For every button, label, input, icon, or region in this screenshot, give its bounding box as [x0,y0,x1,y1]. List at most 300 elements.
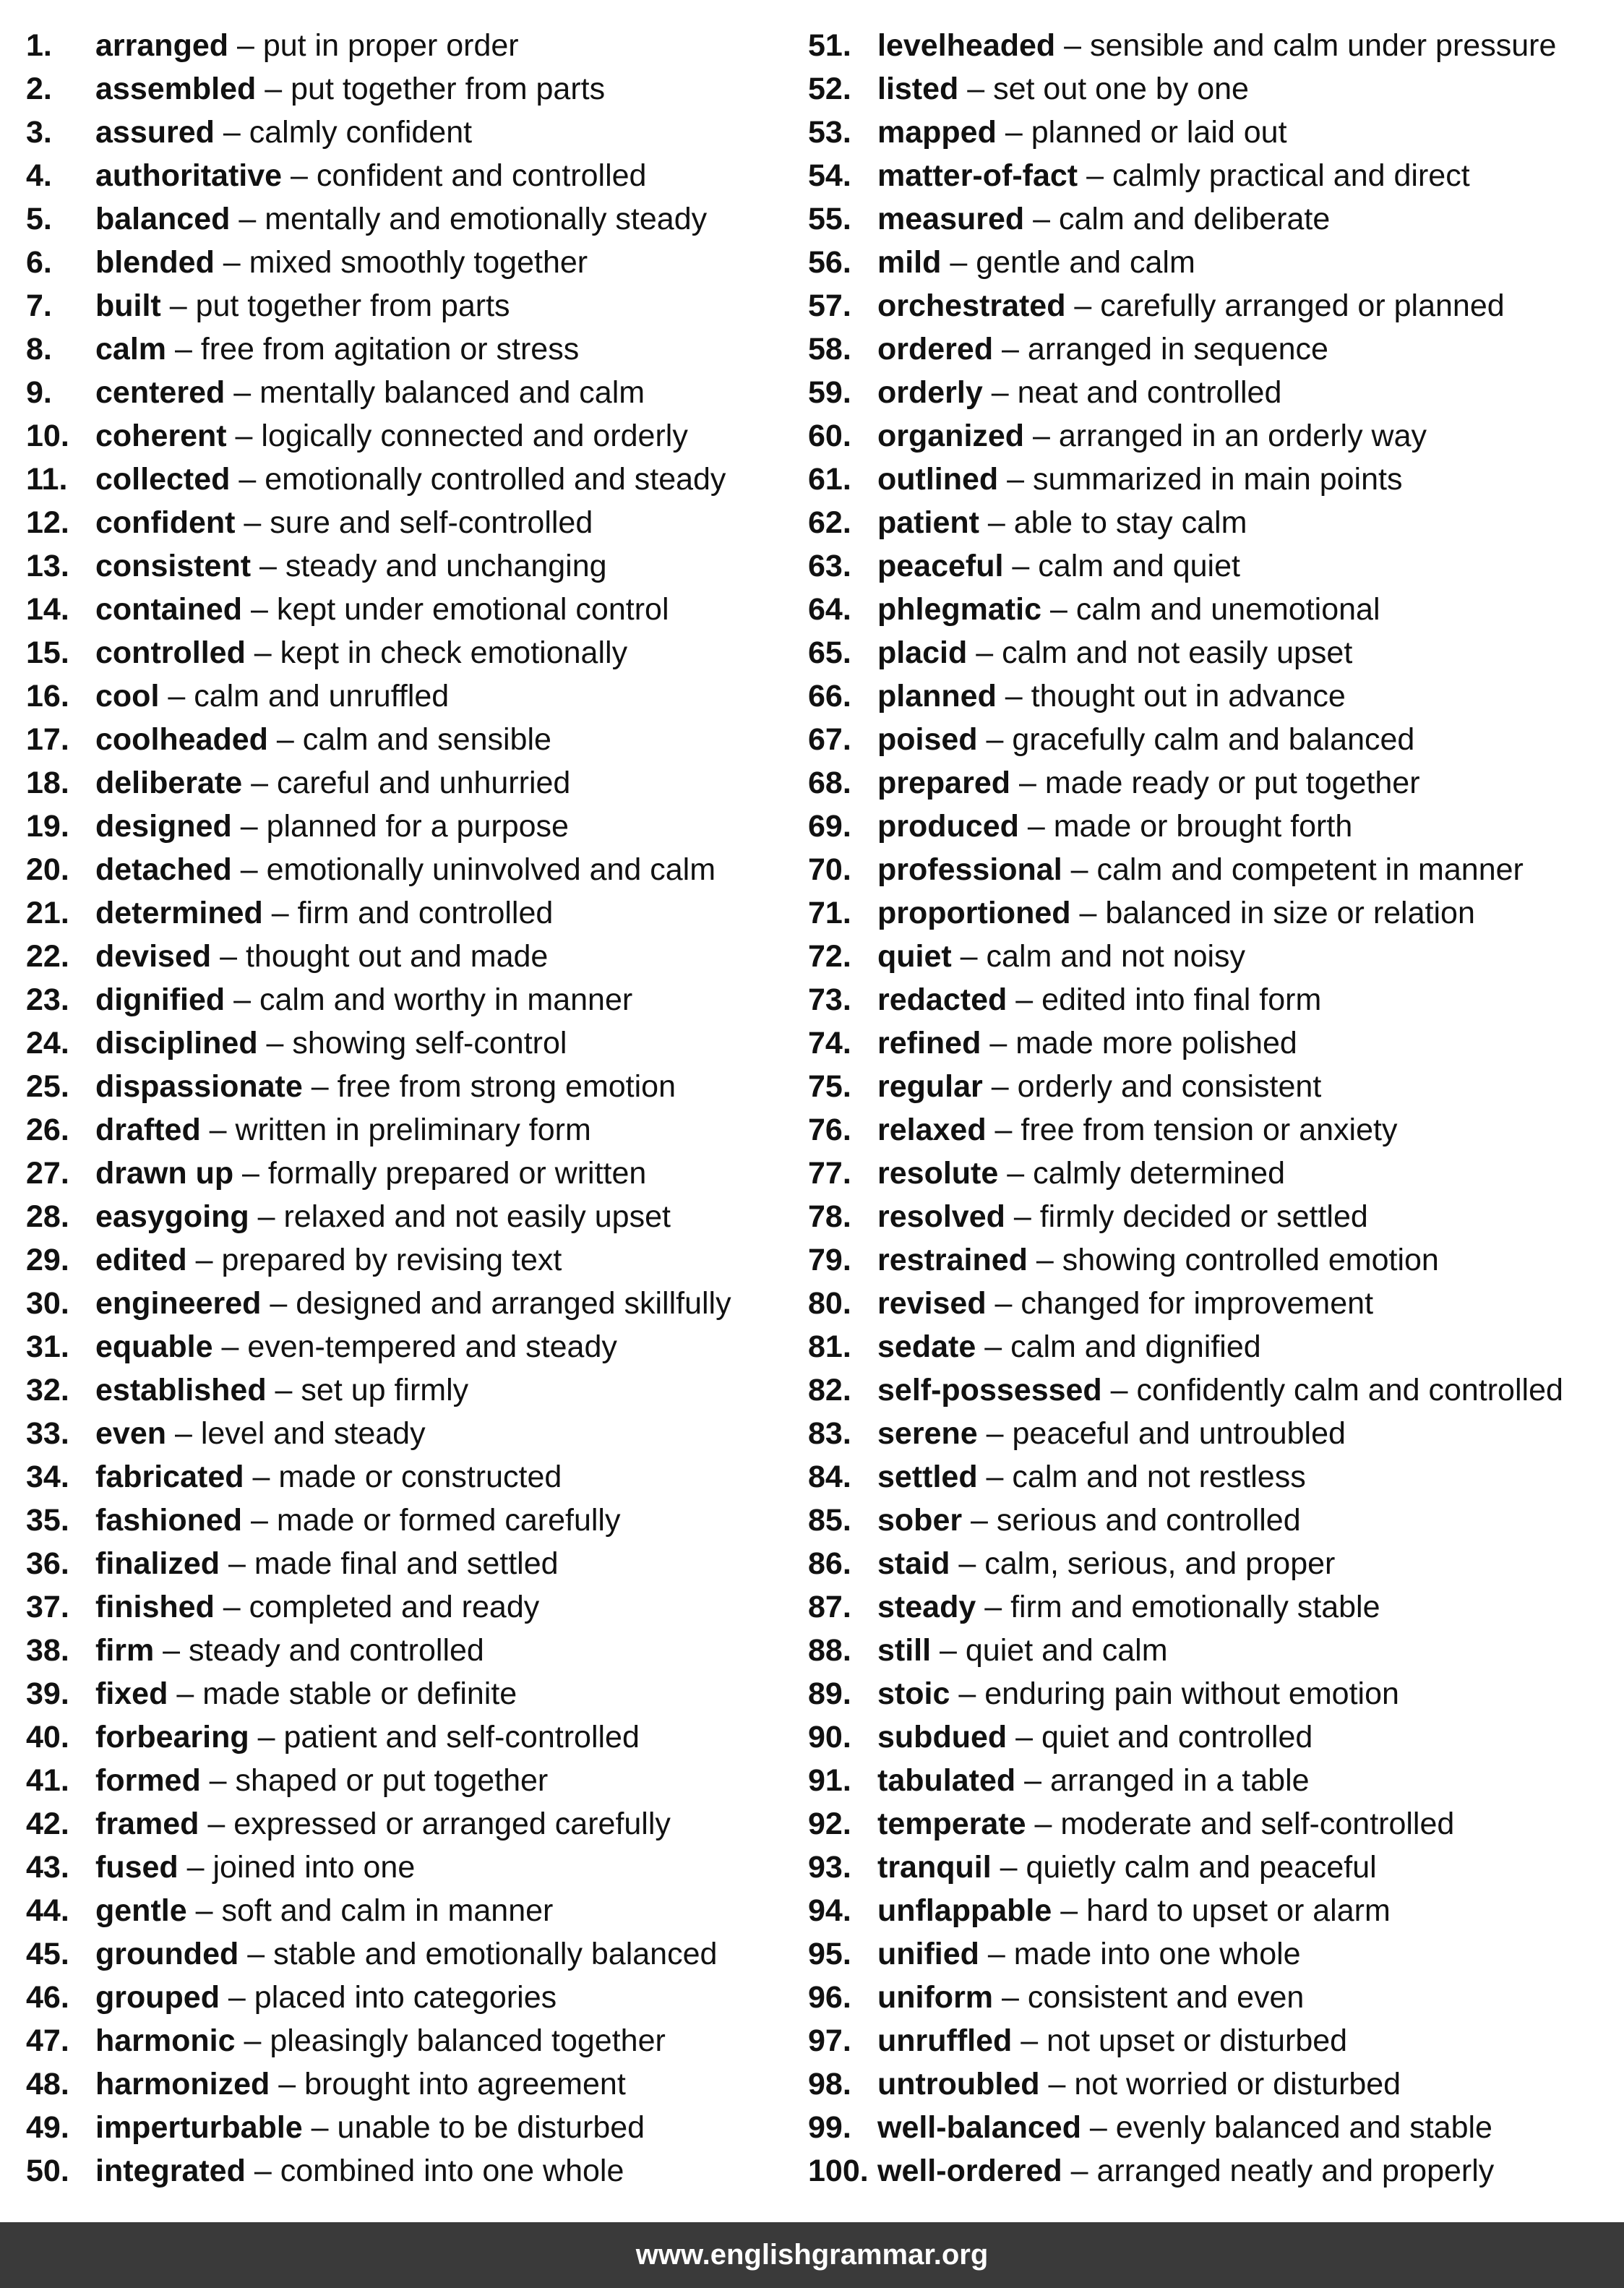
entry-definition: not worried or disturbed [1074,2067,1401,2101]
entry-number: 54. [808,158,851,193]
list-item [808,1021,1621,1065]
entry-word: sober [877,1503,963,1538]
footer-url[interactable]: www.englishgrammar.org [635,2239,989,2271]
entry-text [95,891,553,935]
entry-text [95,414,688,458]
entry-word: grouped [95,1980,220,2015]
list-item [26,1976,792,2019]
entry-word: sedate [877,1329,976,1364]
entry-definition: combined into one whole [280,2154,624,2188]
entry-definition: calm, serious, and proper [984,1546,1336,1581]
entry-definition: able to stay calm [1013,505,1247,540]
entry-separator: – [214,115,249,150]
entry-word: planned [877,679,997,714]
entry-number: 70. [808,852,851,887]
entry-text [877,1368,1563,1412]
entry-definition: firm and emotionally stable [1010,1590,1380,1624]
list-item [26,1672,792,1715]
list-item [26,848,792,891]
entry-text [877,544,1240,588]
entry-number: 15. [26,635,69,670]
entry-separator: – [1010,766,1045,800]
entry-number: 68. [808,766,851,800]
entry-text [95,588,669,631]
entry-definition: consistent and even [1027,1980,1305,2015]
list-item [26,458,792,501]
entry-text [877,414,1427,458]
entry-definition: hard to upset or alarm [1086,1893,1391,1928]
entry-separator: – [1078,158,1112,193]
entry-word: unflappable [877,1893,1052,1928]
entry-text [877,1542,1335,1585]
entry-separator: – [200,1113,236,1147]
entry-separator: – [186,1243,222,1277]
entry-text [95,154,646,197]
entry-number: 63. [808,549,851,583]
entry-number: 94. [808,1893,851,1928]
entry-word: patient [877,505,979,540]
entry-word: established [95,1373,267,1407]
entry-definition: balanced in size or relation [1105,896,1475,930]
entry-definition: calm and dignified [1010,1329,1261,1364]
list-item [26,1889,792,1932]
entry-definition: pleasingly balanced together [270,2023,666,2058]
entry-word: framed [95,1807,199,1841]
entry-word: ordered [877,332,994,367]
entry-number: 87. [808,1590,851,1624]
entry-separator: – [979,1937,1014,1971]
entry-separator: – [1052,1893,1087,1928]
entry-word: authoritative [95,158,283,193]
entry-number: 7. [26,288,52,323]
entry-separator: – [1012,2023,1047,2058]
entry-separator: – [986,1113,1021,1147]
entry-text [877,1282,1373,1325]
list-item [26,1499,792,1542]
list-item [26,1412,792,1455]
entry-separator: – [302,1069,338,1104]
entry-text [877,1195,1368,1238]
list-item [808,2149,1621,2193]
entry-definition: made final and settled [254,1546,559,1581]
entry-number: 38. [26,1633,69,1668]
list-item [808,1238,1621,1282]
entry-number: 83. [808,1416,851,1451]
entry-number: 57. [808,288,851,323]
entry-word: detached [95,852,232,887]
entry-definition: mentally balanced and calm [259,375,645,410]
list-item [808,1108,1621,1152]
entry-text [95,1238,562,1282]
list-item [26,935,792,978]
entry-text [95,761,570,805]
entry-definition: emotionally controlled and steady [265,462,726,497]
entry-text [95,111,472,154]
entry-separator: – [976,1590,1011,1624]
entry-text [877,935,1245,978]
list-item [26,197,792,241]
entry-text [95,1846,415,1889]
entry-separator: – [998,1156,1034,1191]
list-item [26,2062,792,2106]
entry-number: 76. [808,1113,851,1147]
entry-word: stoic [877,1676,950,1711]
list-item [26,1585,792,1629]
entry-definition: calm and worthy in manner [259,982,633,1017]
entry-separator: – [950,1676,985,1711]
entry-definition: calmly confident [249,115,473,150]
entry-text [95,241,588,284]
entry-text [877,1455,1306,1499]
entry-number: 1. [26,28,52,63]
entry-definition: orderly and consistent [1017,1069,1322,1104]
entry-text [877,674,1346,718]
list-item [808,1065,1621,1108]
entry-word: outlined [877,462,999,497]
entry-word: centered [95,375,225,410]
entry-word: drawn up [95,1156,234,1191]
list-item [808,24,1621,67]
entry-text [95,2149,624,2193]
list-item [808,501,1621,544]
entry-number: 78. [808,1199,851,1234]
entry-word: placid [877,635,968,670]
entry-word: levelheaded [877,28,1056,63]
entry-definition: made stable or definite [202,1676,517,1711]
entry-text [95,1282,731,1325]
entry-text [877,1629,1168,1672]
entry-number: 24. [26,1026,69,1061]
entry-separator: – [958,72,994,106]
entry-number: 5. [26,202,52,236]
entry-separator: – [962,1503,997,1538]
entry-separator: – [991,1850,1026,1885]
entry-number: 39. [26,1676,69,1711]
entry-word: peaceful [877,549,1004,583]
entry-definition: gracefully calm and balanced [1012,722,1415,757]
list-item [26,1542,792,1585]
entry-number: 6. [26,245,52,280]
entry-number: 85. [808,1503,851,1538]
entry-separator: – [212,1329,248,1364]
entry-definition: arranged in sequence [1027,332,1328,367]
entry-separator: – [211,939,246,974]
entry-number: 40. [26,1720,69,1754]
entry-definition: planned or laid out [1031,115,1287,150]
entry-definition: calm and not noisy [986,939,1246,974]
entry-number: 42. [26,1807,69,1841]
entry-definition: prepared by revising text [221,1243,562,1277]
entry-text [877,1499,1301,1542]
entry-number: 55. [808,202,851,236]
entry-separator: – [1070,896,1106,930]
entry-word: integrated [95,2154,246,2188]
entry-definition: logically connected and orderly [261,419,688,453]
list-item [26,154,792,197]
entry-text [95,1715,640,1759]
entry-definition: level and steady [200,1416,426,1451]
entry-definition: peaceful and untroubled [1012,1416,1346,1451]
entry-text [95,1195,671,1238]
entry-definition: made or constructed [278,1460,562,1494]
entry-text [95,458,726,501]
list-item [26,1021,792,1065]
list-item [808,414,1621,458]
entry-number: 74. [808,1026,851,1061]
entry-definition: sensible and calm under pressure [1090,28,1557,63]
list-item [808,1976,1621,2019]
entry-text [95,631,627,674]
entry-word: contained [95,592,243,627]
entry-text [95,1455,562,1499]
entry-separator: – [226,419,262,453]
entry-word: orderly [877,375,983,410]
list-item [26,761,792,805]
list-item [26,2149,792,2193]
entry-text [95,1325,617,1368]
entry-text [877,241,1195,284]
entry-number: 20. [26,852,69,887]
entry-definition: firmly decided or settled [1039,1199,1368,1234]
entry-text [877,197,1330,241]
entry-separator: – [282,158,317,193]
entry-number: 75. [808,1069,851,1104]
entry-definition: written in preliminary form [235,1113,591,1147]
entry-text [877,1976,1304,2019]
entry-definition: made ready or put together [1044,766,1420,800]
entry-separator: – [1041,592,1076,627]
entry-definition: shaped or put together [235,1763,549,1798]
entry-text [877,67,1249,111]
entry-word: staid [877,1546,950,1581]
list-item [808,674,1621,718]
list-item [26,1325,792,1368]
entry-text [95,1368,468,1412]
entry-number: 79. [808,1243,851,1277]
entry-number: 37. [26,1590,69,1624]
entry-separator: – [1018,809,1054,844]
entry-text [95,978,632,1021]
entry-word: firm [95,1633,155,1668]
entry-number: 92. [808,1807,851,1841]
entry-word: forbearing [95,1720,249,1754]
list-item [808,1499,1621,1542]
list-item [26,805,792,848]
entry-definition: arranged neatly and properly [1096,2154,1495,2188]
entry-text [877,1846,1377,1889]
list-item [26,1152,792,1195]
list-item [26,1108,792,1152]
entry-separator: – [231,852,267,887]
entry-separator: – [941,245,976,280]
entry-number: 66. [808,679,851,714]
list-item [808,761,1621,805]
entry-word: prepared [877,766,1011,800]
list-item [26,1759,792,1802]
list-item [808,2106,1621,2149]
entry-number: 73. [808,982,851,1017]
list-item [26,1455,792,1499]
entry-definition: put in proper order [262,28,519,63]
entry-text [877,2019,1347,2062]
entry-word: fashioned [95,1503,243,1538]
entry-definition: calm and quiet [1038,549,1240,583]
entry-number: 60. [808,419,851,453]
list-item [26,978,792,1021]
entry-definition: carefully arranged or planned [1100,288,1505,323]
entry-number: 26. [26,1113,69,1147]
entry-definition: confident and controlled [316,158,647,193]
entry-word: measured [877,202,1025,236]
entry-separator: – [249,1199,284,1234]
entry-word: coherent [95,419,227,453]
entry-number: 98. [808,2067,851,2101]
entry-definition: edited into final form [1041,982,1322,1017]
entry-word: finalized [95,1546,220,1581]
entry-number: 18. [26,766,69,800]
entry-definition: even-tempered and steady [247,1329,617,1364]
entry-word: restrained [877,1243,1028,1277]
entry-text [95,1108,591,1152]
entry-number: 30. [26,1286,69,1321]
entry-word: uniform [877,1980,994,2015]
entry-separator: – [242,592,277,627]
entry-word: tranquil [877,1850,992,1885]
entry-definition: calm and unruffled [194,679,450,714]
entry-number: 88. [808,1633,851,1668]
entry-text [877,2106,1492,2149]
list-item [26,1195,792,1238]
entry-text [877,458,1402,501]
entry-definition: free from tension or anxiety [1021,1113,1398,1147]
entry-text [95,1932,717,1976]
entry-word: harmonic [95,2023,236,2058]
list-item [26,111,792,154]
list-item [26,501,792,544]
entry-text [877,1672,1399,1715]
entry-definition: expressed or arranged carefully [233,1807,671,1841]
entry-word: grounded [95,1937,239,1971]
entry-number: 100. [808,2154,869,2188]
entry-number: 9. [26,375,52,410]
entry-number: 32. [26,1373,69,1407]
entry-separator: – [214,1590,249,1624]
entry-word: revised [877,1286,987,1321]
list-item [808,1932,1621,1976]
entry-text [877,1412,1346,1455]
entry-text [877,1065,1321,1108]
entry-separator: – [214,245,249,280]
entry-definition: moderate and self-controlled [1060,1807,1455,1841]
entry-word: engineered [95,1286,262,1321]
entry-word: resolute [877,1156,999,1191]
entry-definition: evenly balanced and stable [1115,2110,1492,2145]
entry-word: easygoing [95,1199,249,1234]
list-item [808,67,1621,111]
entry-text [877,1152,1285,1195]
entry-number: 67. [808,722,851,757]
entry-definition: enduring pain without emotion [984,1676,1399,1711]
entry-separator: – [219,1980,254,2015]
list-item [26,1238,792,1282]
list-item [26,2019,792,2062]
entry-definition: showing self-control [292,1026,567,1061]
entry-number: 22. [26,939,69,974]
entry-word: blended [95,245,215,280]
entry-definition: quiet and controlled [1041,1720,1313,1754]
entry-definition: sure and self-controlled [270,505,593,540]
entry-text [877,805,1352,848]
entry-text [95,805,569,848]
entry-definition: free from strong emotion [337,1069,676,1104]
entry-separator: – [178,1850,213,1885]
entry-text [877,891,1475,935]
list-item [26,1802,792,1846]
entry-number: 49. [26,2110,69,2145]
entry-definition: joined into one [212,1850,416,1885]
entry-number: 93. [808,1850,851,1885]
list-item [26,1629,792,1672]
entry-text [95,2019,666,2062]
entry-number: 2. [26,72,52,106]
entry-text [95,1672,517,1715]
entry-text [877,718,1414,761]
entry-number: 46. [26,1980,69,2015]
entry-number: 52. [808,72,851,106]
entry-number: 29. [26,1243,69,1277]
entry-word: unruffled [877,2023,1013,2058]
entry-word: confident [95,505,236,540]
entry-text [877,371,1281,414]
entry-definition: mixed smoothly together [249,245,588,280]
entry-separator: – [1003,549,1039,583]
entry-word: regular [877,1069,983,1104]
entry-number: 14. [26,592,69,627]
entry-text [95,674,449,718]
entry-word: fused [95,1850,179,1885]
list-item [808,197,1621,241]
entry-definition: calm and competent in manner [1096,852,1524,887]
entry-number: 50. [26,2154,69,2188]
entry-separator: – [993,332,1028,367]
list-item [26,1282,792,1325]
list-item [26,631,792,674]
entry-word: proportioned [877,896,1071,930]
list-item [808,1629,1621,1672]
list-item [808,935,1621,978]
entry-separator: – [166,332,201,367]
entry-definition: thought out and made [245,939,549,974]
entry-text [95,1152,646,1195]
entry-separator: – [979,505,1014,540]
list-item [808,371,1621,414]
entry-separator: – [1065,288,1101,323]
footer-bar [0,2222,1624,2288]
entry-text [95,1021,567,1065]
entry-word: collected [95,462,231,497]
entry-text [95,1499,620,1542]
entry-text [877,1932,1301,1976]
entry-definition: kept under emotional control [276,592,669,627]
entry-definition: relaxed and not easily upset [283,1199,671,1234]
entry-number: 3. [26,115,52,150]
entry-number: 89. [808,1676,851,1711]
entry-definition: quiet and calm [965,1633,1168,1668]
entry-separator: – [982,1069,1018,1104]
entry-word: self-possessed [877,1373,1102,1407]
entry-separator: – [1101,1373,1137,1407]
entry-separator: – [977,1416,1013,1451]
